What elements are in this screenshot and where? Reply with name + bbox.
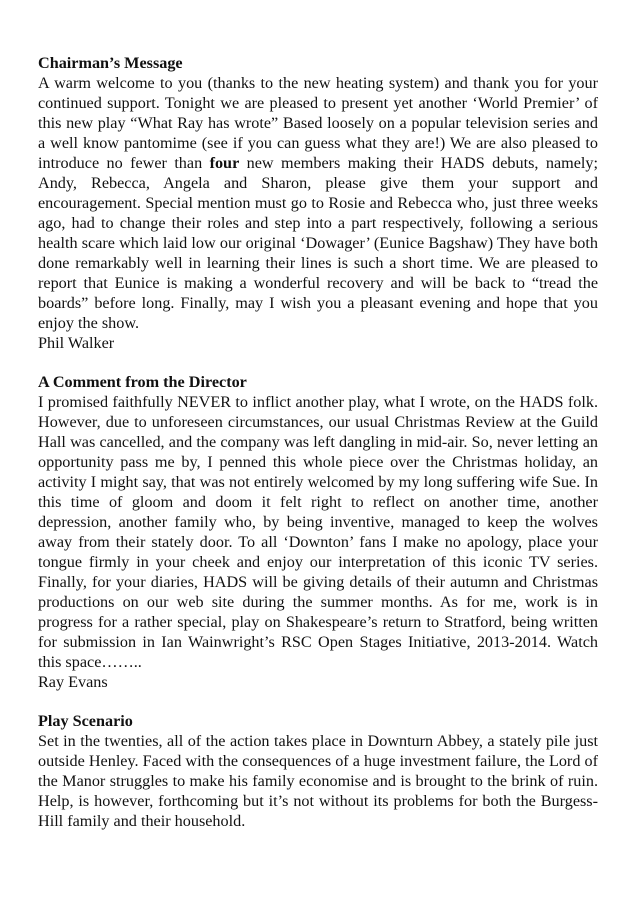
chairman-message-text-start: A warm welcome to you (thanks to the new heating system) and thank you for your continued support. Tonight we are pleased to present yet another ‘World Premier’ of this new play “What Ray has wrote” Based loosely on a popular television series and a well know pantomime (see if you can guess what they are!) We are also pleased to introduce no fewer than	[38, 74, 598, 172]
play-scenario-body: Set in the twenties, all of the action takes place in Downturn Abbey, a stately pile just outside Henley. Faced with the consequences of a huge investment failure, the Lord of the Manor struggles to make his family economise and is brought to the brink of ruin. Help, is however, forthcoming but it’s not without its problems for both the Burgess-Hill family and their household.	[38, 732, 598, 830]
director-comment-heading: A Comment from the Director	[38, 373, 247, 391]
chairman-message-section	[38, 53, 598, 353]
chairman-message-text-end: new members making their HADS debuts, namely; Andy, Rebecca, Angela and Sharon, please give them your support and encouragement. Special mention must go to Rosie and Rebecca who, just three weeks ago, had to change their roles and step into a part respectively, following a serious health scare which laid low our original ‘Dowager’ (Eunice Bagshaw) They have both done remarkably well in learning their lines is such a short time. We are pleased to report that Eunice is making a wonderful recovery and will be back to “tread the boards” before long. Finally, may I wish you a pleasant evening and hope that you enjoy the show.	[38, 154, 598, 332]
chairman-message-heading: Chairman’s Message	[38, 54, 183, 72]
director-comment-section	[38, 372, 598, 692]
director-signature: Ray Evans	[38, 673, 108, 691]
play-scenario-heading: Play Scenario	[38, 712, 133, 730]
chairman-message-bold-count: four	[209, 154, 240, 172]
programme-page	[38, 53, 598, 831]
chairman-message-body	[38, 73, 598, 333]
play-scenario-section	[38, 711, 598, 831]
chairman-signature: Phil Walker	[38, 334, 115, 352]
director-comment-body: I promised faithfully NEVER to inflict another play, what I wrote, on the HADS folk. However, due to unforeseen circumstances, our usual Christmas Review at the Guild Hall was cancelled, and the company was left dangling in mid-air. So, never letting an opportunity pass me by, I penned this whole piece over the Christmas holiday, an activity I might say, that was not entirely welcomed by my long suffering wife Sue. In this time of gloom and doom it felt right to reflect on another time, another depression, another family who, by being inventive, managed to keep the wolves away from their stately door. To all ‘Downton’ fans I make no apology, place your tongue firmly in your cheek and enjoy our interpretation of this iconic TV series. Finally, for your diaries, HADS will be giving details of their autumn and Christmas productions on our web site during the summer months. As for me, work is in progress for a rather special, play on Shakespeare’s return to Stratford, being written for submission in Ian Wainwright’s RSC Open Stages Initiative, 2013-2014. Watch this space……..	[38, 393, 598, 671]
